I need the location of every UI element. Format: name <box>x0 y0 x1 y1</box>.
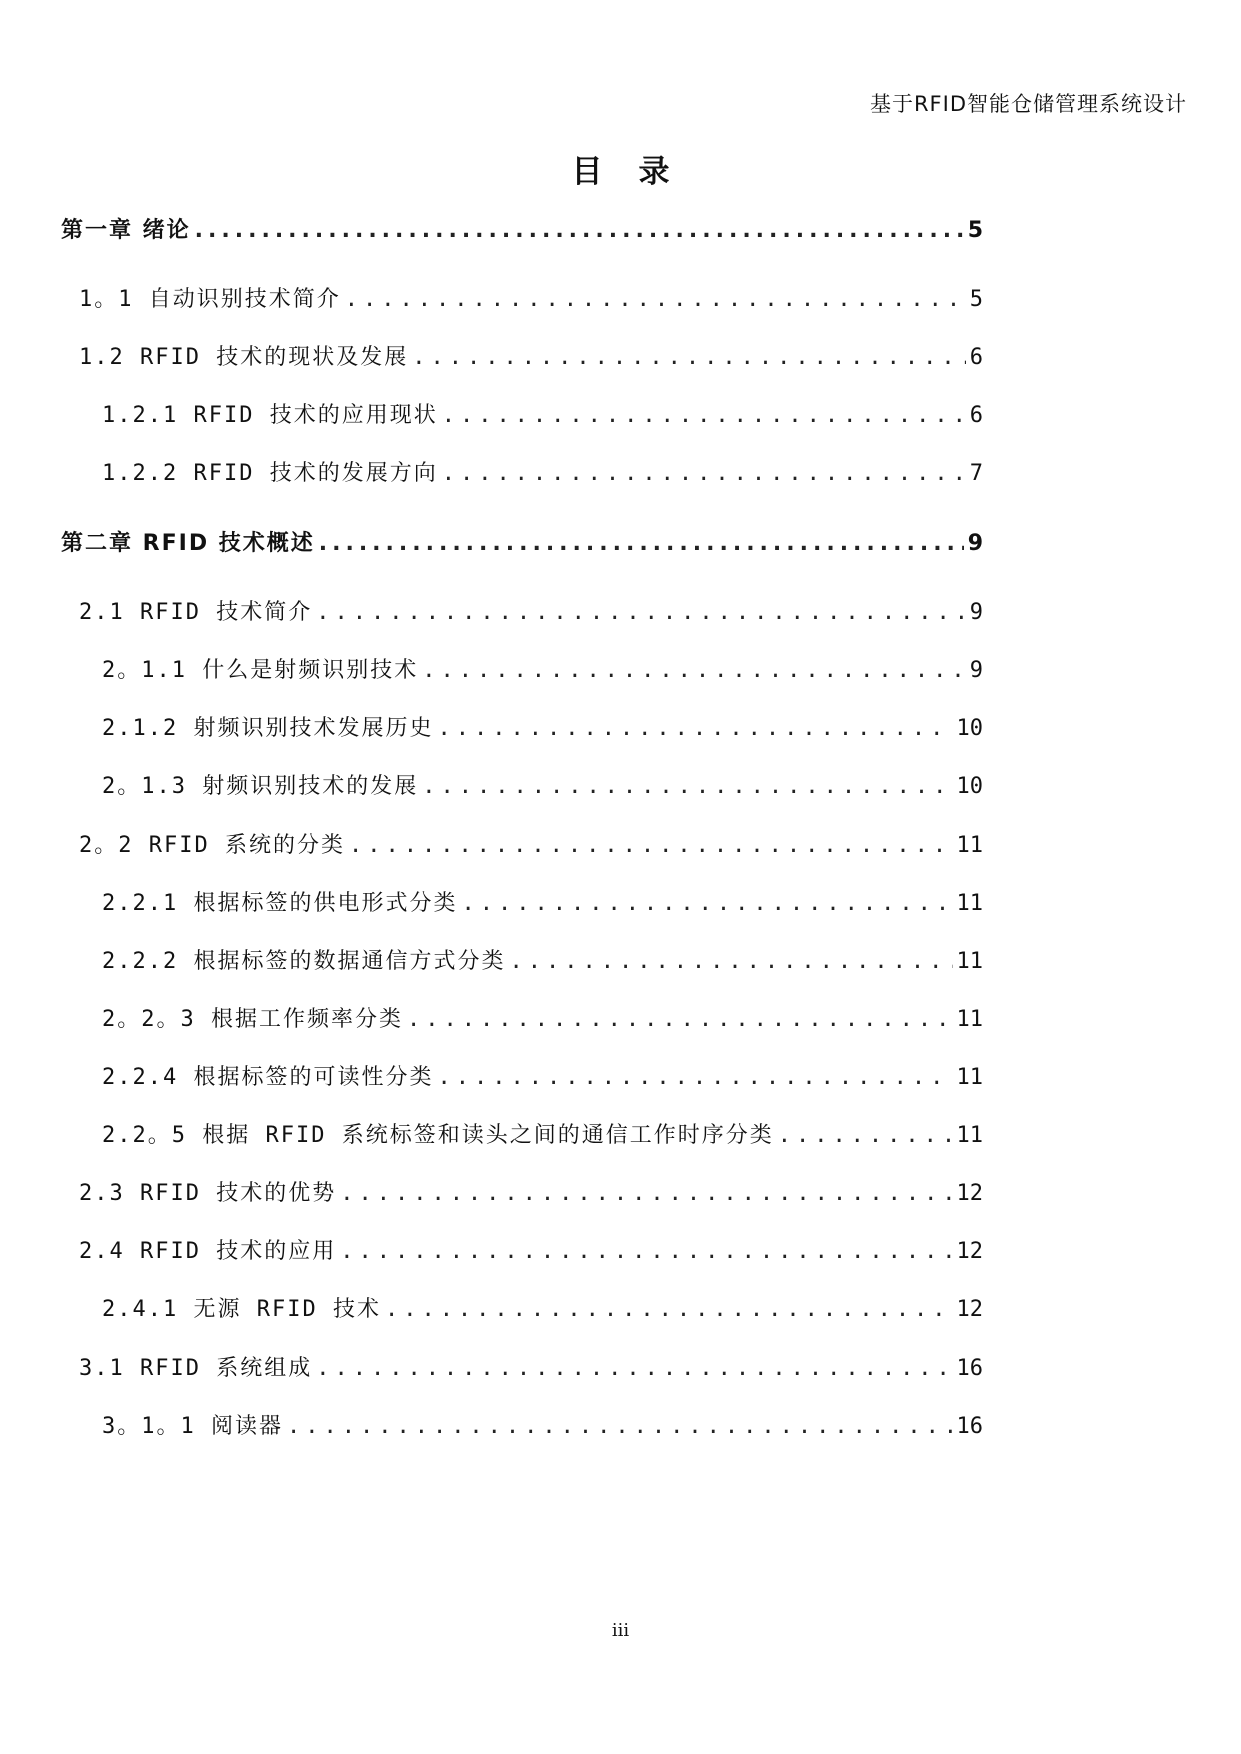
toc-entry[interactable] <box>79 1352 983 1386</box>
toc-entry-page: 11 <box>956 1123 983 1148</box>
toc-entry-label: 2.4 RFID 技术的应用 <box>79 1239 337 1264</box>
toc-entry-page: 11 <box>956 1065 983 1090</box>
toc-entry-label: 2.3 RFID 技术的优势 <box>79 1181 337 1206</box>
page-number: iii <box>611 1620 630 1641</box>
toc-entry[interactable] <box>102 399 983 433</box>
toc-entry[interactable] <box>79 283 983 317</box>
toc-entry-page: 11 <box>956 833 983 858</box>
toc-entry[interactable] <box>79 341 983 375</box>
toc-entry[interactable] <box>102 887 983 921</box>
toc-entry-page: 11 <box>956 1007 983 1032</box>
toc-entry-page: 16 <box>956 1356 983 1381</box>
toc-leader-dots <box>385 1293 953 1327</box>
toc-leader-dots <box>461 887 952 921</box>
toc-entry-page: 12 <box>956 1239 983 1264</box>
toc-leader-dots <box>442 457 966 491</box>
running-header: 基于RFID智能仓储管理系统设计 <box>869 92 1187 116</box>
toc-leader-dots <box>442 399 966 433</box>
toc-leader-dots <box>437 712 952 746</box>
toc-entry-page: 11 <box>956 891 983 916</box>
toc-entry-page: 11 <box>956 949 983 974</box>
toc-leader-dots <box>195 214 964 248</box>
toc-entry-label: 第一章 绪论 <box>61 218 191 243</box>
toc-leader-dots <box>316 596 966 630</box>
toc-leader-dots <box>778 1119 953 1153</box>
toc-entry-page: 10 <box>956 716 983 741</box>
toc-leader-dots <box>437 1061 952 1095</box>
toc-entry-label: 2.2.4 根据标签的可读性分类 <box>102 1065 434 1090</box>
toc-entry[interactable] <box>102 1410 983 1444</box>
toc-entry-label: 第二章 RFID 技术概述 <box>61 531 315 556</box>
toc-entry[interactable] <box>102 1003 983 1037</box>
toc-entry-page: 9 <box>967 531 983 556</box>
toc-entry[interactable] <box>61 527 983 561</box>
toc-entry[interactable] <box>102 1061 983 1095</box>
toc-leader-dots <box>316 1352 952 1386</box>
toc-entry-label: 2.2.1 根据标签的供电形式分类 <box>102 891 458 916</box>
toc-leader-dots <box>340 1177 952 1211</box>
toc-entry[interactable] <box>102 770 983 804</box>
toc-entry[interactable] <box>102 654 983 688</box>
toc-entry-label: 2。1.3 射频识别技术的发展 <box>102 774 419 799</box>
toc-leader-dots <box>509 945 952 979</box>
toc-entry-page: 12 <box>956 1181 983 1206</box>
toc-entry-label: 2。2。3 根据工作频率分类 <box>102 1007 403 1032</box>
toc-leader-dots <box>319 527 964 561</box>
toc-entry[interactable] <box>79 1177 983 1211</box>
toc-entry-label: 2.4.1 无源 RFID 技术 <box>102 1297 381 1322</box>
toc-entry-page: 6 <box>969 345 983 370</box>
toc-entry[interactable] <box>102 945 983 979</box>
toc-leader-dots <box>422 770 952 804</box>
toc-entry-page: 7 <box>969 461 983 486</box>
toc-leader-dots <box>287 1410 953 1444</box>
toc-entry-label: 2.1.2 射频识别技术发展历史 <box>102 716 434 741</box>
toc-entry-page: 5 <box>969 287 983 312</box>
toc-leader-dots <box>412 341 966 375</box>
toc-title: 目录 <box>571 154 706 190</box>
toc-entry[interactable] <box>102 1119 983 1153</box>
toc-entry-page: 12 <box>956 1297 983 1322</box>
toc-entry-page: 5 <box>967 218 983 243</box>
toc-entry-label: 1.2.2 RFID 技术的发展方向 <box>102 461 438 486</box>
toc-entry[interactable] <box>102 457 983 491</box>
toc-entry-page: 9 <box>969 600 983 625</box>
toc-entry-page: 16 <box>956 1414 983 1439</box>
toc-entry[interactable] <box>79 829 983 863</box>
toc-leader-dots <box>422 654 966 688</box>
toc-entry-label: 3.1 RFID 系统组成 <box>79 1356 313 1381</box>
toc-leader-dots <box>407 1003 953 1037</box>
toc-entry[interactable] <box>102 712 983 746</box>
toc-entry-label: 2。1.1 什么是射频识别技术 <box>102 658 419 683</box>
toc-entry-label: 2.2。5 根据 RFID 系统标签和读头之间的通信工作时序分类 <box>102 1123 774 1148</box>
toc-entry-page: 6 <box>969 403 983 428</box>
toc-entry[interactable] <box>102 1293 983 1327</box>
toc-leader-dots <box>340 1235 952 1269</box>
toc-entry[interactable] <box>79 596 983 630</box>
toc-entry-label: 2.1 RFID 技术简介 <box>79 600 313 625</box>
toc-entry-label: 1.2.1 RFID 技术的应用现状 <box>102 403 438 428</box>
toc-entry-label: 2。2 RFID 系统的分类 <box>79 833 345 858</box>
toc-entry[interactable] <box>79 1235 983 1269</box>
toc-entry-label: 1.2 RFID 技术的现状及发展 <box>79 345 409 370</box>
toc-entry-page: 9 <box>969 658 983 683</box>
toc-entry[interactable] <box>61 214 983 248</box>
toc-entry-label: 1。1 自动识别技术简介 <box>79 287 341 312</box>
toc-entry-page: 10 <box>956 774 983 799</box>
toc-entry-label: 3。1。1 阅读器 <box>102 1414 283 1439</box>
toc-leader-dots <box>349 829 953 863</box>
toc-entry-label: 2.2.2 根据标签的数据通信方式分类 <box>102 949 506 974</box>
toc-leader-dots <box>345 283 966 317</box>
